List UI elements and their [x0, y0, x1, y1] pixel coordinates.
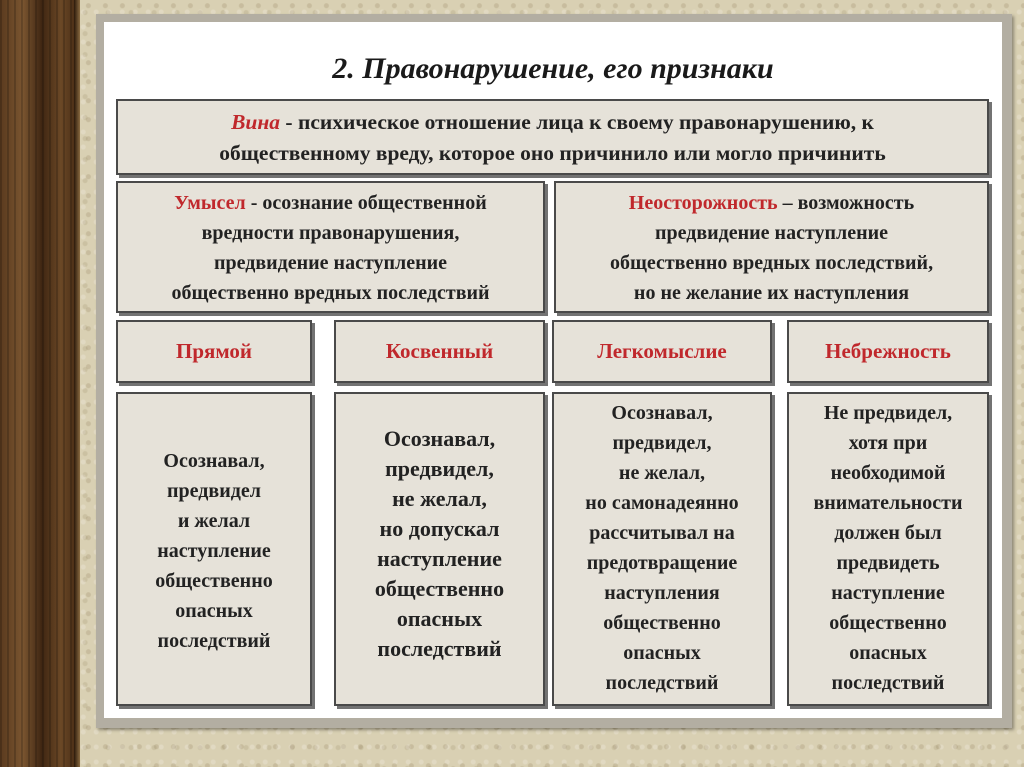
desc-line: опасных [623, 642, 701, 664]
umysel-line-3: предвидение наступление [213, 252, 448, 274]
neostorozhnost-line-3: общественно вредных последствий, [609, 252, 934, 274]
wood-border-decoration [0, 0, 76, 767]
neostorozhnost-line-2: предвидение наступление [654, 222, 889, 244]
desc-line: опасных [849, 642, 927, 664]
desc-box-legkomyslie [552, 392, 772, 706]
desc-line: общественно [155, 570, 273, 592]
desc-line: последствий [605, 672, 719, 694]
vina-text-line-1: - психическое отношение лица к своему правонарушению, к [280, 110, 874, 134]
desc-line: общественно [829, 612, 947, 634]
desc-line: наступление [831, 582, 945, 604]
desc-line: хотя при [848, 432, 928, 454]
desc-box-kosvenny [334, 392, 545, 706]
slide-title: 2. Правонарушение, его признаки [332, 52, 774, 85]
desc-line: наступление [377, 546, 502, 571]
umysel-line-2: вредности правонарушения, [201, 222, 460, 244]
umysel-line-4: общественно вредных последствий [171, 282, 490, 304]
desc-line: наступление [157, 540, 271, 562]
desc-line: не желал, [392, 486, 487, 511]
desc-line: последствий [831, 672, 945, 694]
desc-line: предвидел [167, 480, 261, 502]
neostorozhnost-line-4: но не желание их наступления [633, 282, 910, 304]
umysel-definition-box [116, 181, 545, 313]
neostorozhnost-line-1: – возможность [777, 192, 915, 214]
desc-line: Осознавал, [163, 450, 265, 472]
desc-line: предвидел, [385, 456, 494, 481]
desc-line: рассчитывал на [589, 522, 735, 544]
desc-line: не желал, [618, 462, 706, 484]
wood-border-edge [74, 0, 80, 767]
desc-line: опасных [396, 606, 483, 631]
umysel-term: Умысел [174, 192, 246, 214]
desc-line: внимательности [813, 492, 963, 514]
desc-line: Осознавал, [611, 402, 713, 424]
neostorozhnost-term: Неосторожность [628, 192, 778, 214]
desc-line: последствий [377, 636, 502, 661]
type-label-nebrezhnost: Небрежность [787, 320, 989, 383]
desc-line: предвидеть [836, 552, 940, 574]
desc-line: Не предвидел, [823, 402, 953, 424]
desc-line: но допускал [379, 516, 500, 541]
desc-line: наступления [604, 582, 720, 604]
type-label-kosvenny: Косвенный [334, 320, 545, 383]
neostorozhnost-definition-box [554, 181, 989, 313]
type-label-legkomyslie: Легкомыслие [552, 320, 772, 383]
desc-box-pryamoy [116, 392, 312, 706]
umysel-line-1: - осознание общественной [245, 192, 487, 214]
desc-line: общественно [374, 576, 505, 601]
desc-box-nebrezhnost [787, 392, 989, 706]
vina-term: Вина [231, 110, 281, 134]
desc-line: Осознавал, [383, 426, 496, 451]
desc-line: должен был [834, 522, 942, 544]
desc-line: общественно [603, 612, 721, 634]
desc-line: предотвращение [586, 552, 738, 574]
desc-line: но самонадеянно [585, 492, 739, 514]
vina-text-line-2: общественному вреду, которое оно причинило или могло причинить [219, 141, 886, 165]
desc-line: последствий [157, 630, 271, 652]
desc-line: и желал [177, 510, 251, 532]
vina-definition-box [116, 99, 989, 175]
desc-line: опасных [175, 600, 253, 622]
desc-line: необходимой [830, 462, 946, 484]
type-label-pryamoy: Прямой [116, 320, 312, 383]
desc-line: предвидел, [612, 432, 712, 454]
